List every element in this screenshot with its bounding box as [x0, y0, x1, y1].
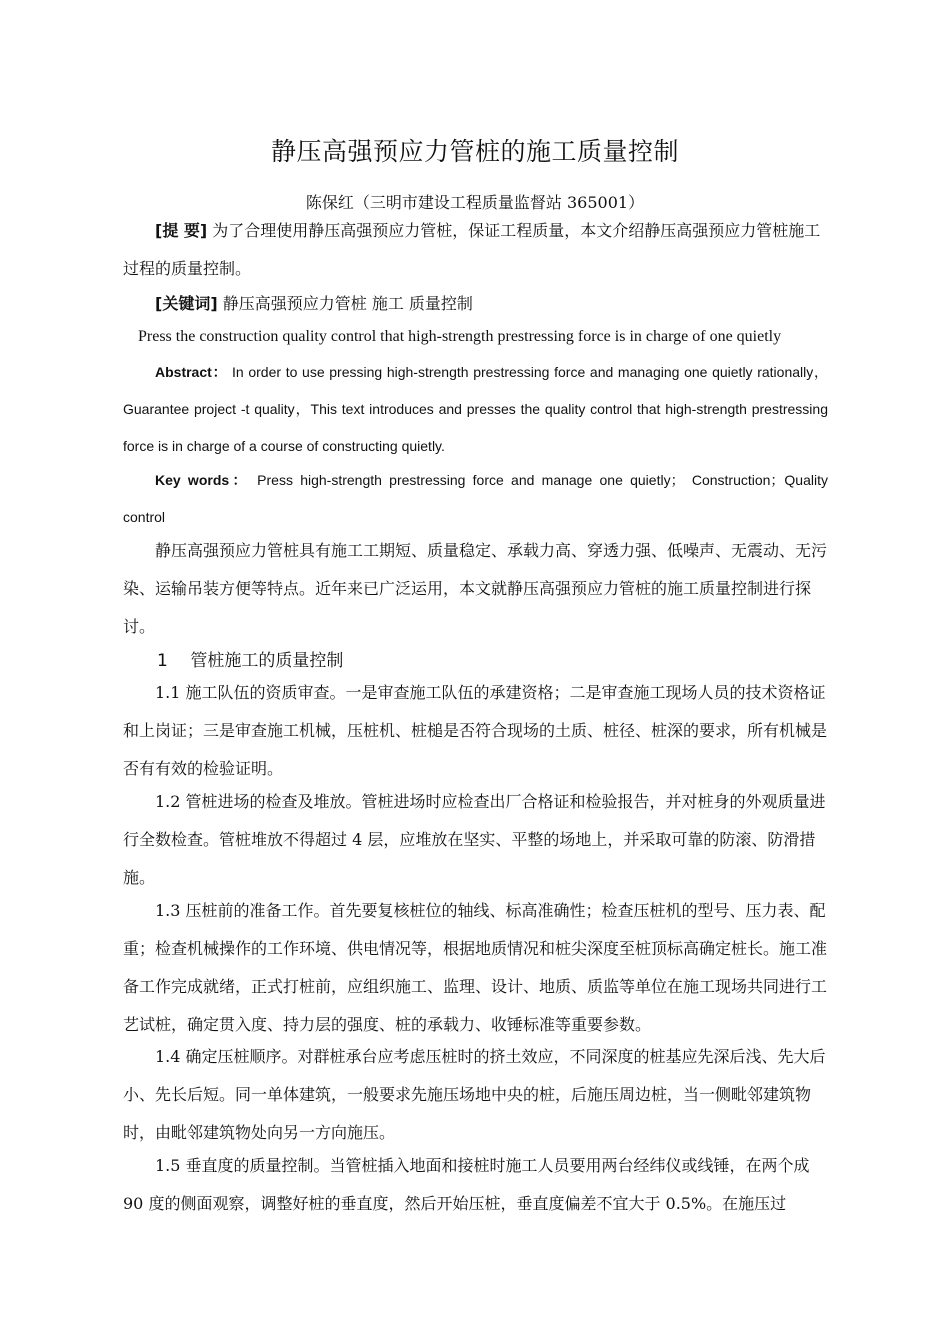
abstract-en — [123, 354, 828, 465]
abstract-en-text: In order to use pressing high-strength prestressing force and managing one quietly rationally，Guarantee project -t quality，This text introduces and presses the quality control that high-strength prestressing force is in charge of a course of constructing quietly. — [123, 364, 829, 454]
paragraph-1-3: 1.3 压桩前的准备工作。首先要复核桩位的轴线、标高准确性；检查压桩机的型号、压力表、配重；检查机械操作的工作环境、供电情况等，根据地质情况和桩尖深度至桩顶标高确定桩长。施工准备工作完成就绪，正式打桩前，应组织施工、监理、设计、地质、质监等单位在施工现场共同进行工艺试桩，确定贯入度、持力层的强度、桩的承载力、收锤标准等重要参数。 — [123, 901, 828, 1034]
paragraph-1-2: 1.2 管桩进场的检查及堆放。管桩进场时应检查出厂合格证和检验报告，并对桩身的外观质量进行全数检查。管桩堆放不得超过 4 层，应堆放在坚实、平整的场地上，并采取可靠的防滚、防滑措施。 — [123, 792, 826, 887]
section-heading — [157, 646, 343, 671]
intro-paragraph: 静压高强预应力管桩具有施工工期短、质量稳定、承载力高、穿透力强、低噪声、无震动、无污染、运输吊装方便等特点。近年来已广泛运用，本文就静压高强预应力管桩的施工质量控制进行探讨。 — [123, 541, 828, 636]
keywords-en — [123, 462, 828, 536]
abstract-en-label: Abstract： — [155, 364, 228, 380]
keywords-en-text: Press high-strength prestressing force and manage one quietly； Construction；Quality control — [123, 472, 828, 525]
keywords-zh-label: [关键词] — [155, 294, 218, 313]
author-line: 陈保红（三明市建设工程质量监督站 365001） — [305, 193, 645, 212]
keywords-en-label: Key words： — [155, 472, 250, 488]
page-title: 静压高强预应力管桩的施工质量控制 — [270, 137, 679, 166]
abstract-zh — [123, 212, 828, 288]
paragraph-1-5: 1.5 垂直度的质量控制。当管桩插入地面和接桩时施工人员要用两台经纬仪或线锤，在两个成 90 度的侧面观察，调整好桩的垂直度，然后开始压桩，垂直度偏差不宜大于 0.5%。在施压过 — [123, 1156, 810, 1213]
english-title: Press the construction quality control that high-strength prestressing force is in charge of one quietly — [138, 328, 782, 345]
keywords-zh-text: 静压高强预应力管桩 施工 质量控制 — [222, 294, 473, 313]
paragraph-1-4: 1.4 确定压桩顺序。对群桩承台应考虑压桩时的挤土效应，不同深度的桩基应先深后浅、先大后小、先长后短。同一单体建筑，一般要求先施压场地中央的桩，后施压周边桩，当一侧毗邻建筑物时，由毗邻建筑物处向另一方向施压。 — [123, 1047, 826, 1142]
abstract-zh-text: 为了合理使用静压高强预应力管桩，保证工程质量，本文介绍静压高强预应力管桩施工过程的质量控制。 — [123, 221, 821, 278]
keywords-zh — [123, 285, 828, 323]
section-number: 1 — [157, 651, 168, 671]
section-title: 管桩施工的质量控制 — [190, 651, 344, 671]
paragraph-1-1: 1.1 施工队伍的资质审查。一是审查施工队伍的承建资格；二是审查施工现场人员的技术资格证和上岗证；三是审查施工机械，压桩机、桩槌是否符合现场的土质、桩径、桩深的要求，所有机械是否有有效的检验证明。 — [123, 683, 828, 778]
abstract-zh-label: [提 要] — [155, 221, 208, 240]
